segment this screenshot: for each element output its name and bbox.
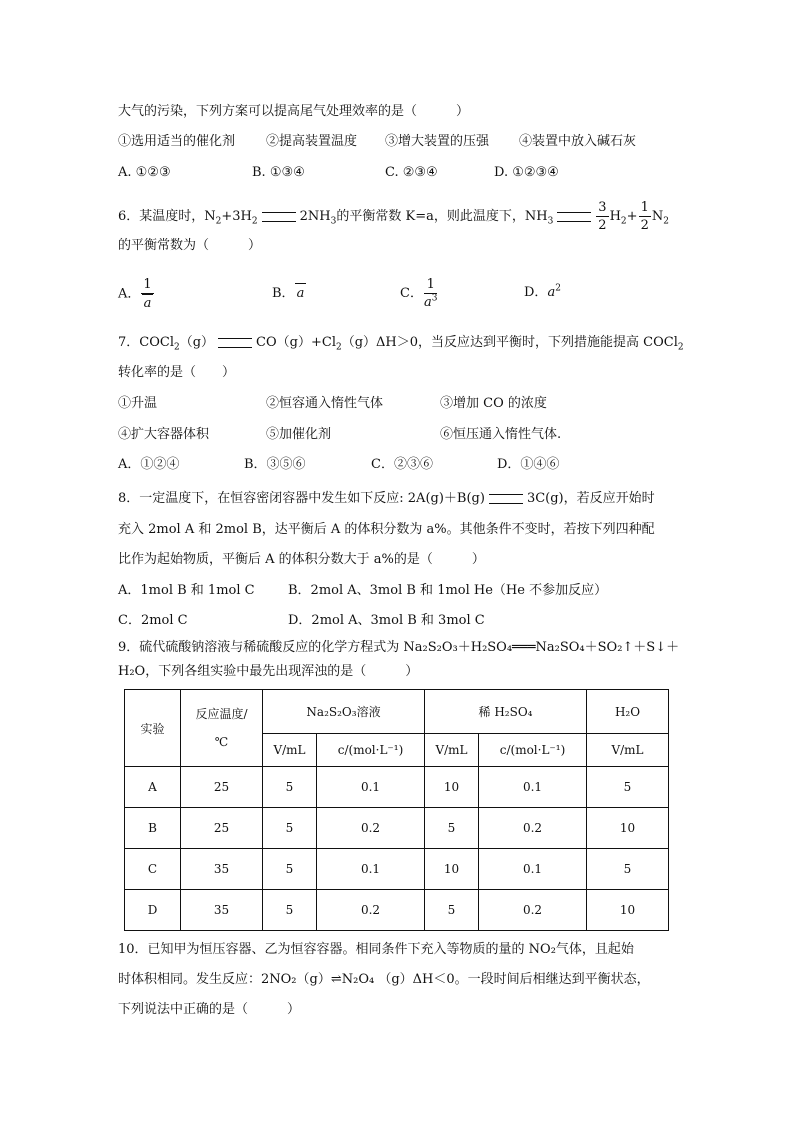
q6-option-a[interactable]: A． $\frac{1}{a}$	[118, 277, 152, 311]
q6-line1: 6．某温度时，$N_2+3H_2$ $2NH_3$的平衡常数 K=a，则此温度下，$NH_3$ $\frac{3}{2}$ $H_2+$ $\frac{1}{2}$ $N_2$	[118, 200, 669, 233]
cell: 10	[425, 767, 479, 808]
header-water: H₂O	[587, 690, 669, 734]
q5-item-4: ④装置中放入碱石灰	[519, 134, 637, 149]
header-na2s2o3: Na₂S₂O₃溶液	[263, 690, 425, 734]
cell: 35	[181, 890, 263, 931]
table-row	[125, 767, 669, 808]
cell: 35	[181, 849, 263, 890]
q10-line3: 下列说法中正确的是（ ）	[118, 1002, 301, 1017]
q6-option-d[interactable]: D．$a^2$	[524, 283, 561, 300]
q5-option-b[interactable]: B. ①③④	[252, 165, 305, 180]
cell: A	[125, 767, 181, 808]
cell: 10	[587, 890, 669, 931]
q7-item-4: ④扩大容器体积	[118, 427, 210, 442]
subheader-volume: V/mL	[425, 734, 479, 767]
q5-item-2: ②提高装置温度	[266, 134, 358, 149]
q8-option-d[interactable]: D．2mol A、3mol B 和 3mol C	[288, 613, 485, 628]
fraction-3-2: $\frac{3}{2}$	[598, 200, 607, 233]
cell: 5	[263, 767, 317, 808]
cell: 25	[181, 808, 263, 849]
q8-line1: 8．一定温度下，在恒容密闭容器中发生如下反应: 2A(g)＋B(g) 3C(g)，若反应开始时	[118, 491, 655, 506]
q5-option-c[interactable]: C. ②③④	[385, 165, 438, 180]
q7-option-c[interactable]: C．②③⑥	[371, 457, 433, 472]
header-temperature: 反应温度/℃	[181, 690, 263, 767]
q8-option-c[interactable]: C．2mol C	[118, 613, 188, 628]
q10-line1: 10．已知甲为恒压容器、乙为恒容容器。相同条件下充入等物质的量的 NO₂气体，且起始	[118, 942, 634, 957]
experiment-table	[124, 689, 669, 931]
table-row	[125, 890, 669, 931]
q7-item-3: ③增加 CO 的浓度	[440, 396, 547, 411]
q8-line3: 比作为起始物质，平衡后 A 的体积分数大于 a%的是（ ）	[118, 552, 485, 567]
q7-option-a[interactable]: A．①②④	[118, 457, 180, 472]
cell: 5	[587, 767, 669, 808]
equilibrium-arrow-icon	[262, 212, 296, 222]
subheader-concentration: c/(mol·L⁻¹)	[479, 734, 587, 767]
q5-item-1: ①选用适当的催化剂	[118, 134, 236, 149]
cell: B	[125, 808, 181, 849]
equilibrium-arrow-icon	[557, 212, 591, 222]
cell: C	[125, 849, 181, 890]
cell: 0.1	[479, 767, 587, 808]
fraction-1-2: $\frac{1}{2}$	[640, 200, 649, 233]
q5-option-a[interactable]: A. ①②③	[118, 165, 171, 180]
q5-stem: 大气的污染，下列方案可以提高尾气处理效率的是（ ）	[118, 104, 470, 119]
q5-item-3: ③增大装置的压强	[385, 134, 490, 149]
q6-option-c[interactable]: C． $\frac{1}{a^3}$	[400, 277, 438, 310]
header-experiment: 实验	[125, 690, 181, 767]
q6-option-b[interactable]: B． a	[272, 283, 306, 304]
cell: D	[125, 890, 181, 931]
q7-item-6: ⑥恒压通入惰性气体.	[440, 427, 562, 442]
q8-option-b[interactable]: B．2mol A、3mol B 和 1mol He（He 不参加反应）	[288, 583, 608, 598]
cell: 5	[263, 849, 317, 890]
subheader-concentration: c/(mol·L⁻¹)	[317, 734, 425, 767]
subheader-volume: V/mL	[263, 734, 317, 767]
cell: 0.2	[479, 890, 587, 931]
header-h2so4: 稀 H₂SO₄	[425, 690, 587, 734]
q7-line1: 7．COCl$_2$（g） $CO(g)+Cl_2(g)\Delta H>0$，当反应达到平衡时，下列措施能提高 COCl$_2$	[118, 335, 684, 353]
q7-option-d[interactable]: D．①④⑥	[497, 457, 560, 472]
cell: 5	[587, 849, 669, 890]
q7-line2: 转化率的是（ ）	[118, 365, 236, 380]
q10-line2: 时体积相同。发生反应：2NO₂（g）⇌N₂O₄ （g）ΔH＜0。一段时间后相继达到平衡状态，	[118, 972, 650, 987]
cell: 0.2	[317, 890, 425, 931]
table-row	[125, 849, 669, 890]
q8-line2: 充入 2mol A 和 2mol B，达平衡后 A 的体积分数为 a%。其他条件不变时，若按下列四种配	[118, 522, 655, 537]
cell: 25	[181, 767, 263, 808]
q7-item-1: ①升温	[118, 396, 158, 411]
cell: 5	[425, 890, 479, 931]
equilibrium-arrow-icon	[218, 338, 252, 348]
q7-item-5: ⑤加催化剂	[266, 427, 332, 442]
q8-option-a[interactable]: A．1mol B 和 1mol C	[118, 583, 255, 598]
cell: 10	[587, 808, 669, 849]
q7-item-2: ②恒容通入惰性气体	[266, 396, 384, 411]
q7-option-b[interactable]: B．③⑤⑥	[244, 457, 306, 472]
cell: 5	[263, 808, 317, 849]
cell: 10	[425, 849, 479, 890]
cell: 0.2	[479, 808, 587, 849]
cell: 0.1	[317, 849, 425, 890]
cell: 5	[263, 890, 317, 931]
cell: 0.1	[479, 849, 587, 890]
equilibrium-arrow-icon	[489, 494, 523, 504]
cell: 0.2	[317, 808, 425, 849]
q9-line2: H₂O，下列各组实验中最先出现浑浊的是（ ）	[118, 664, 419, 679]
q9-line1: 9．硫代硫酸钠溶液与稀硫酸反应的化学方程式为 Na₂S₂O₃＋H₂SO₄═══Na₂SO₄＋SO₂↑＋S↓＋	[118, 640, 680, 655]
q5-option-d[interactable]: D. ①②③④	[494, 165, 559, 180]
cell: 5	[425, 808, 479, 849]
subheader-volume: V/mL	[587, 734, 669, 767]
table-row	[125, 808, 669, 849]
cell: 0.1	[317, 767, 425, 808]
q6-line2: 的平衡常数为（ ）	[118, 238, 262, 253]
